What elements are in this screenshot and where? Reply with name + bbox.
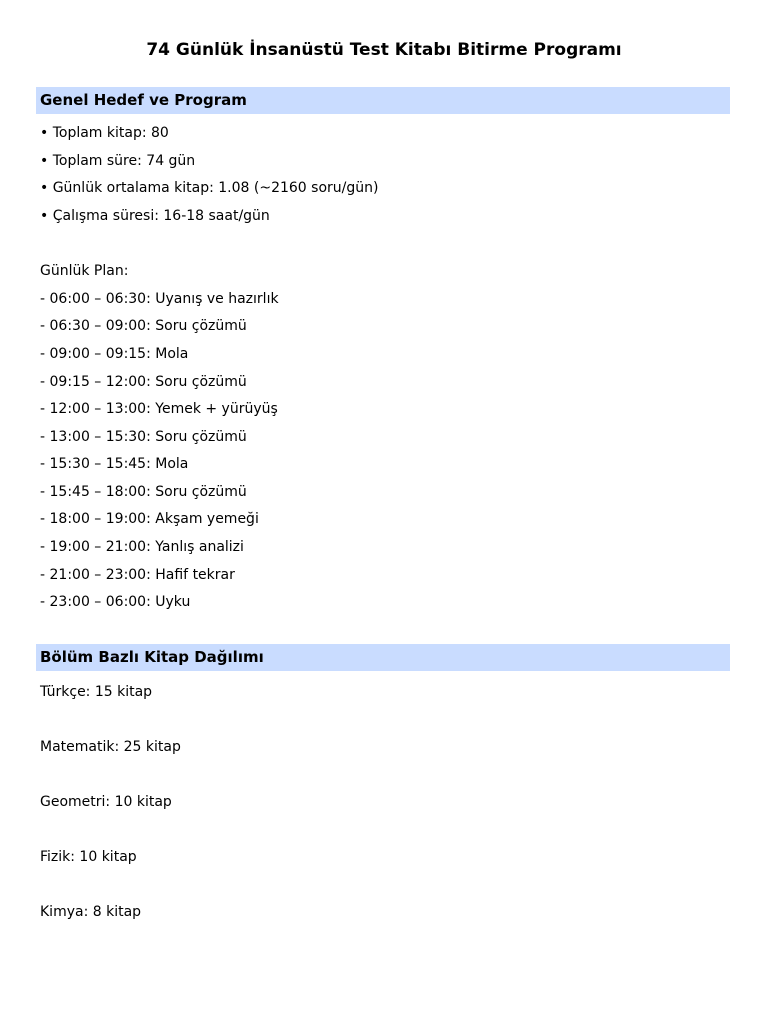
plan-item: - 09:15 – 12:00: Soru çözümü [40,374,247,390]
bullet-total-duration: • Toplam süre: 74 gün [40,153,196,169]
plan-item: - 18:00 – 19:00: Akşam yemeği [40,511,259,527]
subject-kimya: Kimya: 8 kitap [40,904,142,920]
plan-item: - 15:45 – 18:00: Soru çözümü [40,484,247,500]
plan-item: - 19:00 – 21:00: Yanlış analizi [40,539,244,555]
page-title: 74 Günlük İnsanüstü Test Kitabı Bitirme Programı [146,40,622,60]
section-header-distribution: Bölüm Bazlı Kitap Dağılımı [36,644,730,671]
plan-item: - 09:00 – 09:15: Mola [40,346,189,362]
plan-item: - 13:00 – 15:30: Soru çözümü [40,429,247,445]
bullet-study-hours: • Çalışma süresi: 16-18 saat/gün [40,208,270,224]
subject-geometri: Geometri: 10 kitap [40,794,172,810]
plan-item: - 15:30 – 15:45: Mola [40,456,189,472]
section-header-general: Genel Hedef ve Program [36,87,730,114]
plan-item: - 12:00 – 13:00: Yemek + yürüyüş [40,401,278,417]
plan-item: - 21:00 – 23:00: Hafif tekrar [40,567,235,583]
subject-fizik: Fizik: 10 kitap [40,849,137,865]
subject-matematik: Matematik: 25 kitap [40,739,181,755]
subject-turkce: Türkçe: 15 kitap [40,684,153,700]
plan-item: - 23:00 – 06:00: Uyku [40,594,191,610]
plan-item: - 06:30 – 09:00: Soru çözümü [40,318,247,334]
bullet-total-books: • Toplam kitap: 80 [40,125,169,141]
bullet-daily-average: • Günlük ortalama kitap: 1.08 (~2160 soru/gün) [40,180,379,196]
plan-item: - 06:00 – 06:30: Uyanış ve hazırlık [40,291,279,307]
daily-plan-label: Günlük Plan: [40,263,129,279]
